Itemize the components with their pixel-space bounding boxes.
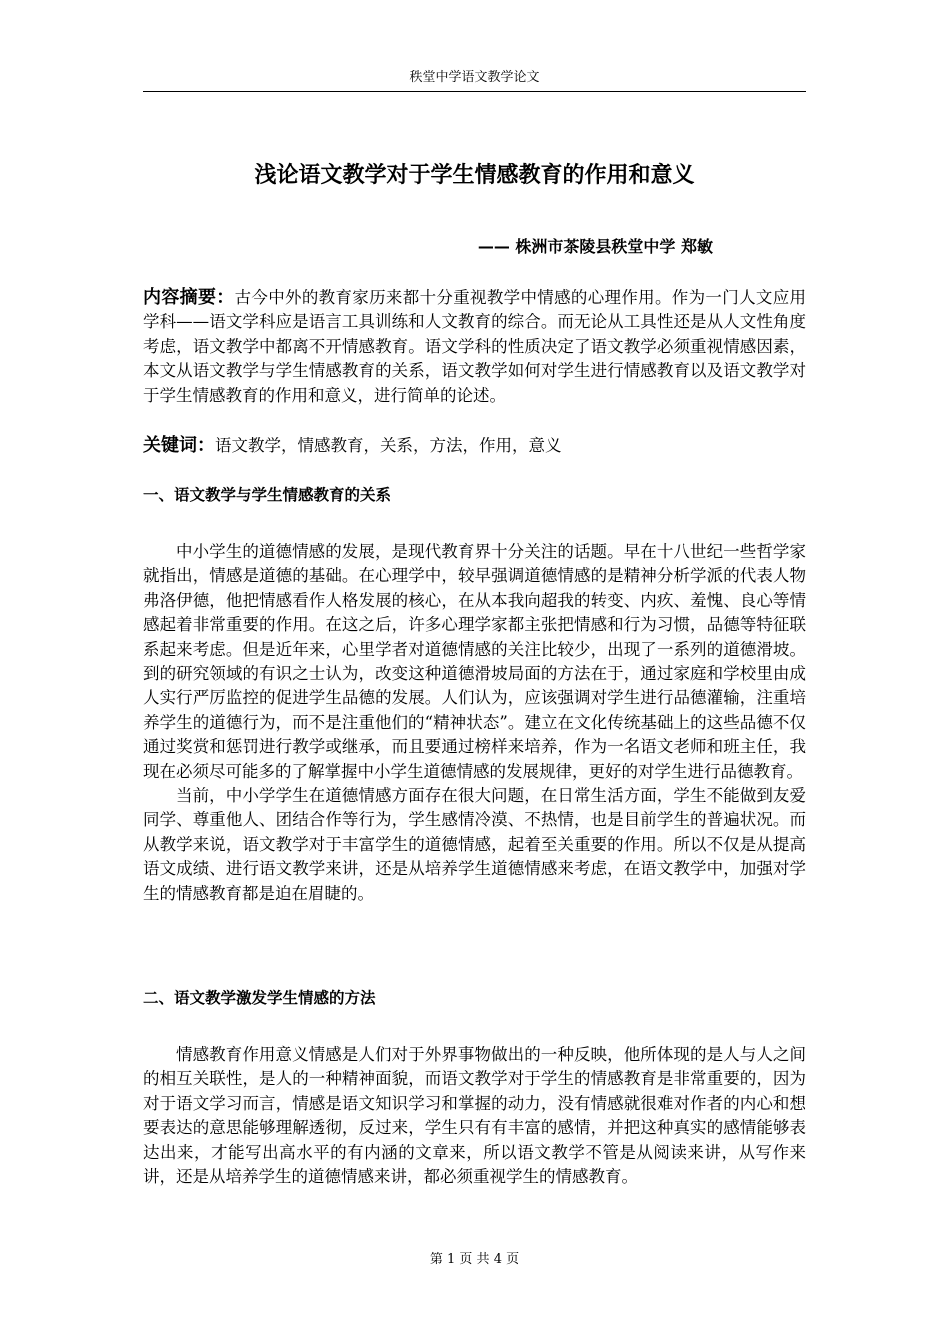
page-header: 秩堂中学语文教学论文 bbox=[143, 66, 806, 92]
abstract-text: 古今中外的教育家历来都十分重视教学中情感的心理作用。作为一门人文应用学科——语文学科应是语言工具训练和人文教育的综合。而无论从工具性还是从人文性角度考虑，语文教学中都离不开情感教育。语文学科的性质决定了语文教学必须重视情感因素，本文从语文教学与学生情感教育的关系，语文教学如何对学生进行情感教育以及语文教学对于学生情感教育的作用和意义，进行简单的论述。 bbox=[143, 288, 807, 405]
section1-heading: 一、语文教学与学生情感教育的关系 bbox=[143, 486, 392, 504]
abstract bbox=[143, 286, 806, 408]
page-footer: 第 1 页 共 4 页 bbox=[429, 1252, 520, 1267]
keywords-text: 语文教学，情感教育，关系，方法，作用，意义 bbox=[215, 436, 562, 455]
abstract-label: 内容摘要： bbox=[143, 287, 235, 308]
author-line: —— 株洲市茶陵县秩堂中学 郑敏 bbox=[477, 237, 713, 256]
section1-paragraph-2: 当前，中小学学生在道德情感方面存在很大问题，在日常生活方面，学生不能做到友爱同学、尊重他人、团结合作等行为，学生感情冷漠、不热情，也是目前学生的普遍状况。而从教学来说，语文教学对于丰富学生的道德情感，起着至关重要的作用。所以不仅是从提高语文成绩、进行语文教学来讲，还是从培养学生道德情感来考虑，在语文教学中，加强对学生的情感教育都是迫在眉睫的。 bbox=[143, 786, 806, 903]
section2-heading: 二、语文教学激发学生情感的方法 bbox=[143, 989, 376, 1007]
keywords bbox=[143, 434, 806, 458]
document-title: 浅论语文教学对于学生情感教育的作用和意义 bbox=[254, 163, 695, 188]
section2-paragraph-1: 情感教育作用意义情感是人们对于外界事物做出的一种反映，他所体现的是人与人之间的相互关联性，是人的一种精神面貌，而语文教学对于学生的情感教育是非常重要的，因为对于语文学习而言，情感是语文知识学习和掌握的动力，没有情感就很难对作者的内心和想要表达的意思能够理解透彻，反过来，学生只有有丰富的感情，并把这种真实的感情能够表达出来，才能写出高水平的有内涵的文章来，所以语文教学不管是从阅读来讲，从写作来讲，还是从培养学生的道德情感来讲，都必须重视学生的情感教育。 bbox=[143, 1045, 806, 1187]
section1-body bbox=[143, 540, 806, 906]
section1-paragraph-1: 中小学生的道德情感的发展，是现代教育界十分关注的话题。早在十八世纪一些哲学家就指出，情感是道德的基础。在心理学中，较早强调道德情感的是精神分析学派的代表人物弗洛伊德，他把情感看作人格发展的核心，在从本我向超我的转变、内疚、羞愧、良心等情感起着非常重要的作用。在这之后，许多心理学家都主张把情感和行为习惯，品德等特征联系起来考虑。但是近年来，心里学者对道德情感的关注比较少，出现了一系列的道德滑坡。到的研究领域的有识之士认为，改变这种道德滑坡局面的方法在于，通过家庭和学校里由成人实行严厉监控的促进学生品德的发展。人们认为，应该强调对学生进行品德灌输，注重培养学生的道德行为，而不是注重他们的“精神状态”。建立在文化传统基础上的这些品德不仅通过奖赏和惩罚进行教学或继承，而且要通过榜样来培养，作为一名语文老师和班主任，我现在必须尽可能多的了解掌握中小学生道德情感的发展规律，更好的对学生进行品德教育。 bbox=[143, 542, 806, 781]
keywords-label: 关键词： bbox=[143, 435, 215, 456]
section2-body bbox=[143, 1043, 806, 1189]
